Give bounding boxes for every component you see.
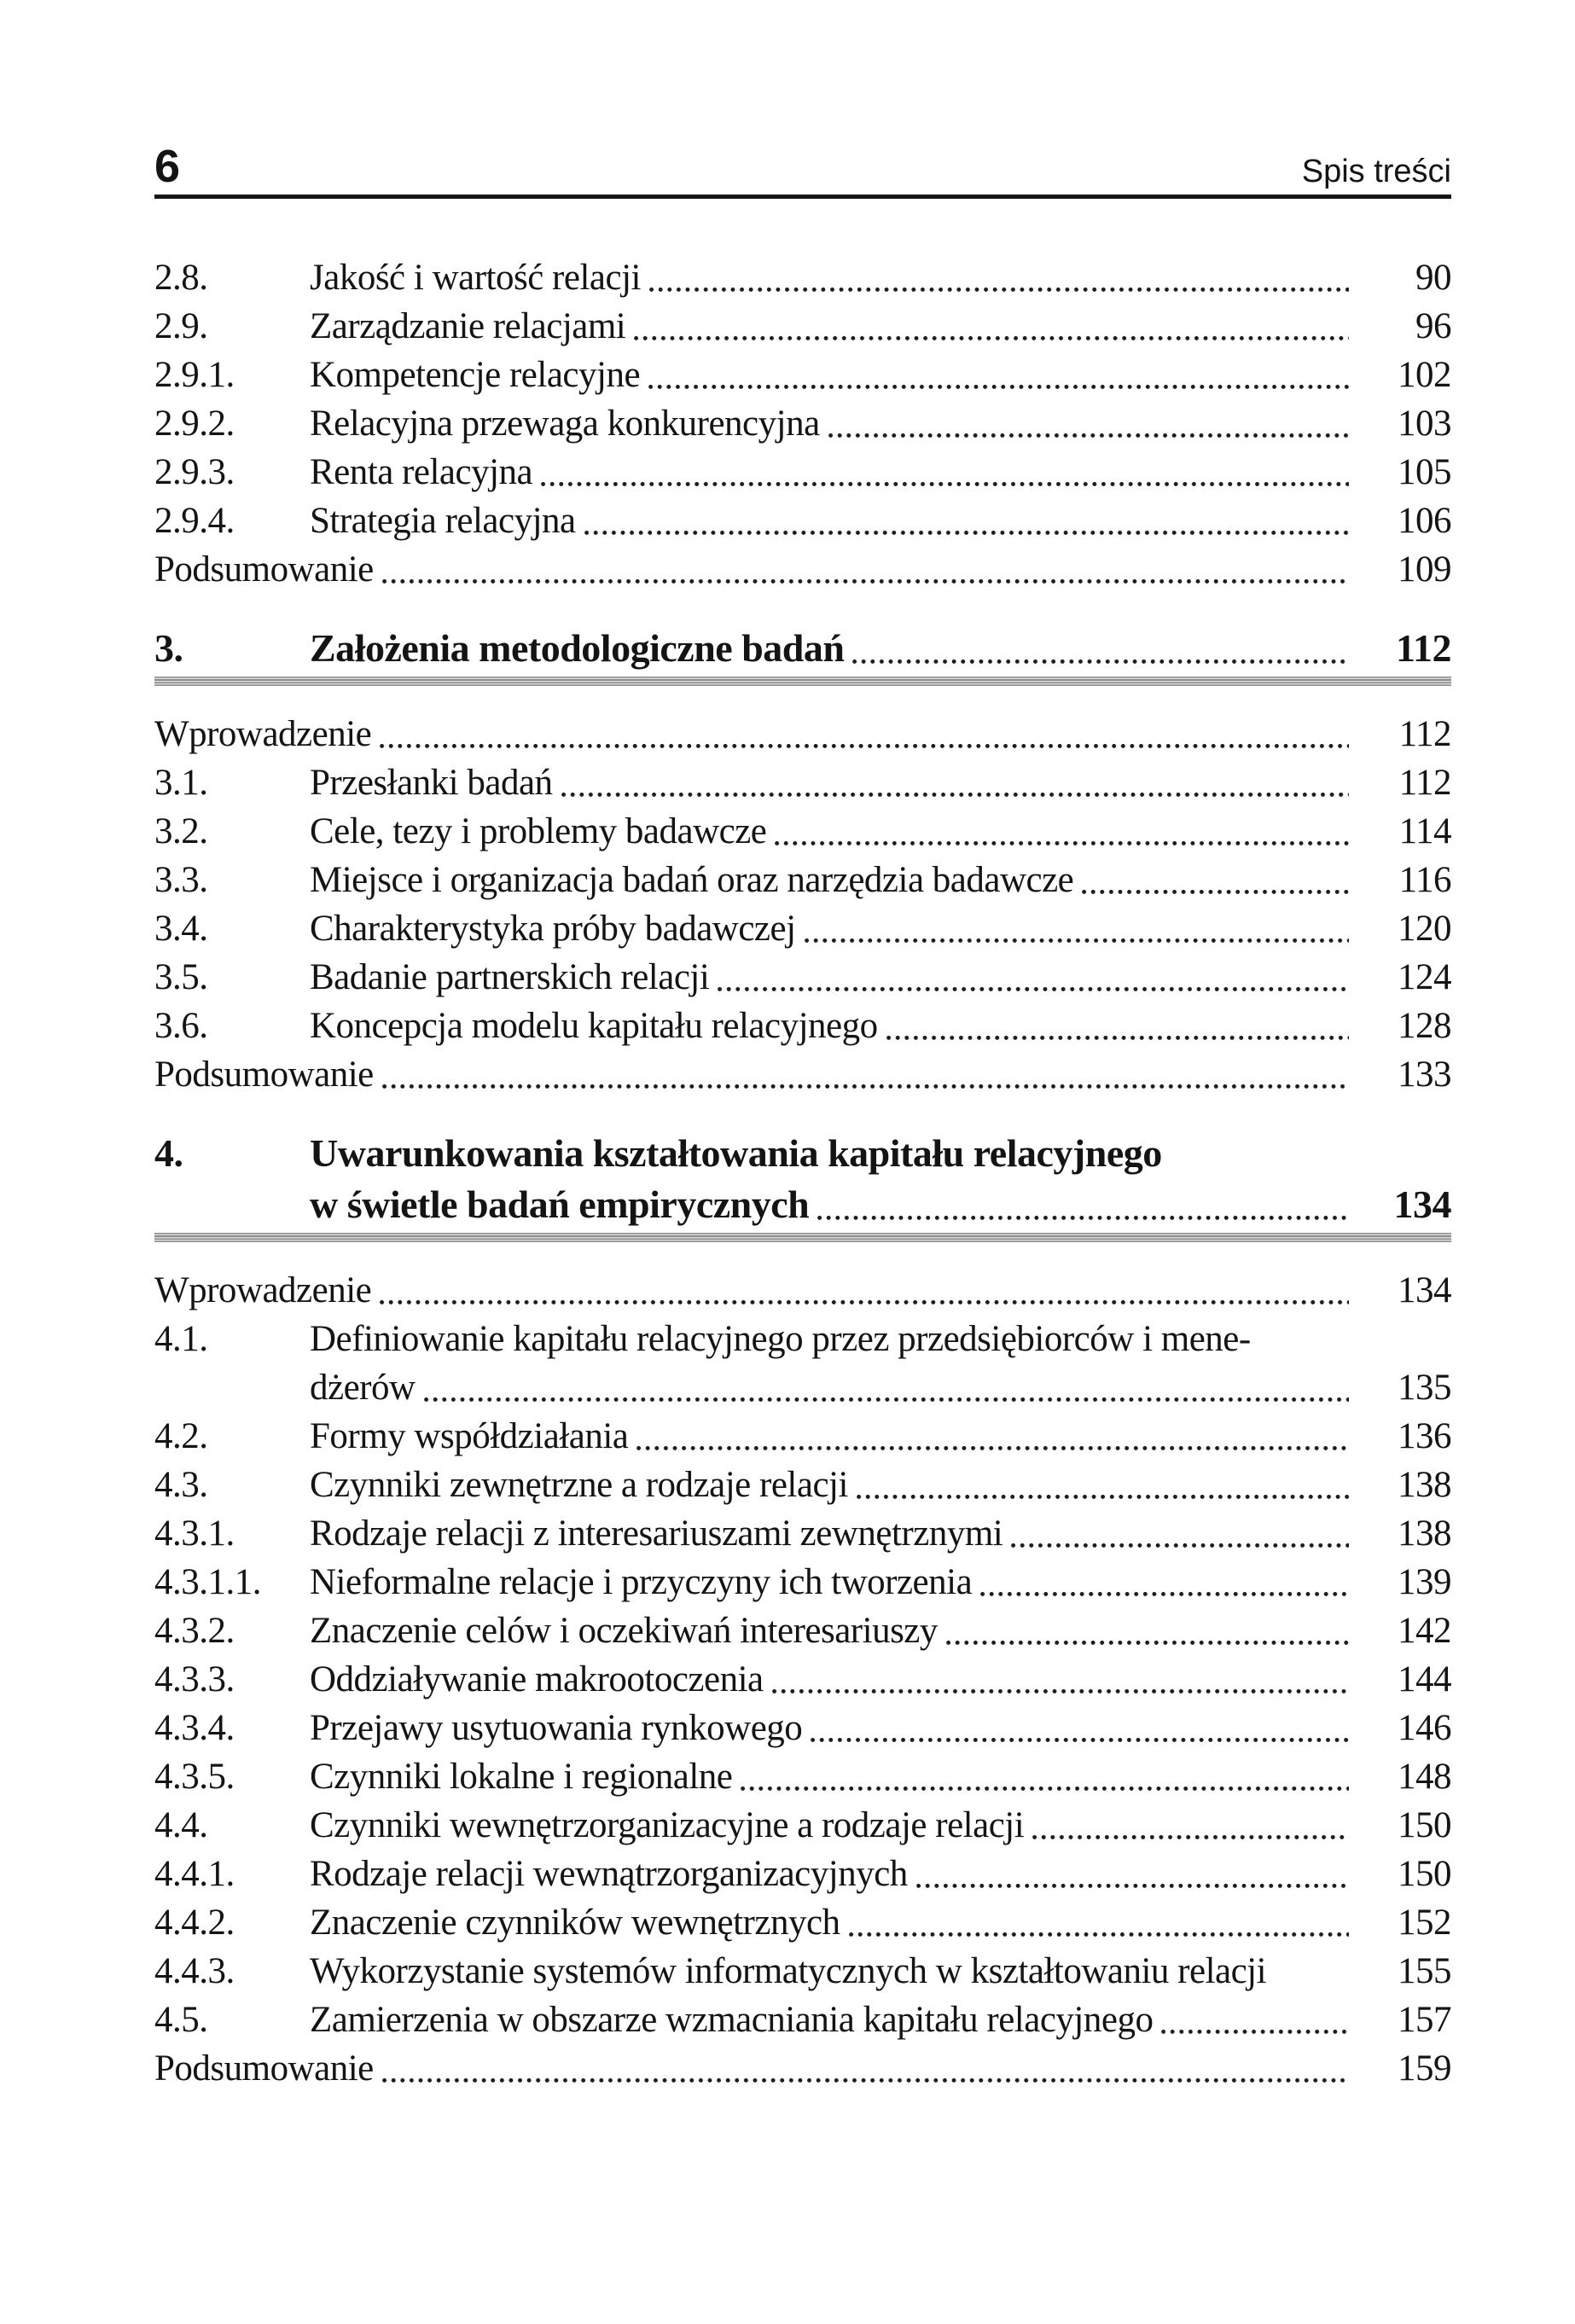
entry-page-number: 134 [1393,1182,1451,1226]
dot-leader [718,986,1349,993]
dot-leader [424,1397,1349,1403]
entry-title: Cele, tezy i problemy badawcze [310,811,767,851]
entry-title: Miejsce i organizacja badań oraz narzędzia badawcze [310,860,1074,900]
dot-leader [380,743,1349,750]
toc-entry-row [154,1606,1451,1655]
entry-number: 4.3.1.1. [154,1562,261,1602]
entry-page-number: 148 [1398,1757,1451,1797]
dot-leader [636,1445,1349,1452]
entry-page-number: 155 [1398,1951,1451,1991]
entry-page-number: 157 [1398,2000,1451,2040]
entry-title: Znaczenie celów i oczekiwań interesariuszy [310,1611,938,1651]
entry-number: 4.3.3. [154,1659,235,1699]
section-title: Uwarunkowania kształtowania kapitału relacyjnego [310,1131,1162,1175]
toc-entry-row [154,1315,1451,1363]
entry-page-number: 133 [1398,1055,1451,1095]
entry-number: 2.9. [154,306,208,346]
entry-page-number: 135 [1398,1368,1451,1408]
page-number: 6 [154,141,181,192]
entry-page-number: 134 [1398,1270,1451,1310]
entry-title: Podsumowanie [154,549,374,590]
dot-leader [811,1737,1349,1744]
entry-page-number: 112 [1398,763,1451,803]
entry-page-number: 96 [1415,306,1451,346]
toc-entry-row [154,2044,1451,2093]
entry-title: Wprowadzenie [154,714,372,754]
entry-number: 3.4. [154,909,208,949]
toc-entry-row [154,1801,1451,1850]
entry-title: Podsumowanie [154,2048,374,2089]
toc-section-row [154,1179,1451,1230]
toc-entry-row [154,904,1451,953]
line-filler [1165,1172,1448,1179]
dot-leader [886,1035,1349,1042]
dot-leader [849,1932,1349,1938]
entry-number: 4.4.1. [154,1854,235,1894]
entry-title: Wykorzystanie systemów informatycznych w kształtowaniu relacji [310,1951,1267,1991]
entry-title: Kompetencje relacyjne [310,355,641,395]
toc-entry-row [154,545,1451,594]
dot-leader [1161,2029,1349,2036]
entry-title: Oddziaływanie makrootoczenia [310,1659,764,1699]
entry-page-number: 138 [1398,1514,1451,1554]
entry-number: 3.6. [154,1006,208,1046]
page-header [154,0,1451,199]
toc-entry-row [154,1996,1451,2044]
section-divider [154,1233,1451,1242]
toc-section-row [154,623,1451,674]
dot-leader [1032,1834,1349,1841]
toc-entry-row [154,1363,1451,1412]
dot-leader [1011,1543,1349,1549]
entry-number: 3.2. [154,811,208,851]
entry-title: Strategia relacyjna [310,501,576,541]
entry-number: 3.3. [154,860,208,900]
entry-number: 2.8. [154,258,208,298]
page-content [154,0,1451,2093]
entry-title: Relacyjna przewaga konkurencyjna [310,404,820,444]
dot-leader [541,481,1349,488]
entry-page-number: 150 [1398,1854,1451,1894]
entry-page-number: 112 [1396,626,1451,670]
toc-entry-row [154,1947,1451,1996]
entry-number: 4.3.2. [154,1611,235,1651]
entry-title: Przejawy usytuowania rynkowego [310,1708,803,1748]
toc-entry-row [154,758,1451,807]
dot-leader [380,1299,1349,1306]
entry-page-number: 90 [1415,258,1451,298]
toc-entry-row [154,399,1451,448]
dot-leader [828,433,1349,439]
dot-leader [382,578,1349,585]
toc-entry-row [154,351,1451,399]
toc-entry-row [154,1050,1451,1099]
entry-page-number: 139 [1398,1562,1451,1602]
entry-page-number: 138 [1398,1465,1451,1505]
entry-title: Nieformalne relacje i przyczyny ich tworzenia [310,1562,973,1602]
toc-entry-row [154,253,1451,302]
dot-leader [634,335,1349,342]
entry-title: Definiowanie kapitału relacyjnego przez przedsiębiorców i mene- [310,1319,1251,1359]
dot-leader [584,530,1349,537]
entry-title: Rodzaje relacji z interesariuszami zewnętrznymi [310,1514,1003,1554]
entry-title: Czynniki wewnętrzorganizacyjne a rodzaje relacji [310,1805,1025,1845]
dot-leader [817,1215,1349,1222]
entry-number: 4.4. [154,1805,208,1845]
running-head-title: Spis treści [1301,154,1451,189]
line-filler [1254,1357,1448,1363]
entry-page-number: 103 [1398,404,1451,444]
toc-entry-row [154,807,1451,856]
entry-page-number: 102 [1398,355,1451,395]
toc-entry-row [154,448,1451,497]
entry-number: 4.3. [154,1465,208,1505]
dot-leader [857,1494,1349,1501]
section-divider [154,677,1451,686]
entry-title: Formy współdziałania [310,1416,629,1456]
entry-number: 4.5. [154,2000,208,2040]
entry-title: Charakterystyka próby badawczej [310,909,796,949]
toc-entry-row [154,497,1451,545]
dot-leader [852,659,1349,665]
dot-leader [946,1640,1349,1647]
toc-entry-row [154,710,1451,758]
dot-leader [561,792,1349,799]
entry-number: 4.3.1. [154,1514,235,1554]
entry-number: 2.9.2. [154,404,235,444]
section-title: Założenia metodologiczne badań [310,626,845,670]
entry-page-number: 112 [1398,714,1451,754]
entry-number: 3.5. [154,957,208,997]
dot-leader [649,287,1349,293]
entry-number: 4.4.3. [154,1951,235,1991]
entry-page-number: 144 [1398,1659,1451,1699]
toc-section-row [154,1128,1451,1179]
dot-leader [772,1688,1349,1695]
entry-title: Znaczenie czynników wewnętrznych [310,1903,840,1943]
toc-entry-row [154,1558,1451,1606]
toc-entry-row [154,1461,1451,1509]
entry-page-number: 146 [1398,1708,1451,1748]
toc-entry-row [154,1266,1451,1315]
entry-page-number: 150 [1398,1805,1451,1845]
entry-number: 4.2. [154,1416,208,1456]
toc-entry-row [154,953,1451,1002]
dot-leader [980,1591,1349,1598]
dot-leader [382,1084,1349,1090]
toc-entry-row [154,1898,1451,1947]
dot-leader [1082,889,1349,896]
entry-number: 2.9.4. [154,501,235,541]
entry-number: 4.3.5. [154,1757,235,1797]
section-number: 3. [154,626,183,670]
entry-number: 3.1. [154,763,208,803]
entry-title: Przesłanki badań [310,763,553,803]
toc-entry-row [154,1655,1451,1704]
section-number: 4. [154,1131,183,1175]
entry-title: Renta relacyjna [310,452,533,492]
entry-title: Czynniki zewnętrzne a rodzaje relacji [310,1465,848,1505]
toc-entry-row [154,856,1451,904]
section-title: w świetle badań empirycznych [310,1182,810,1226]
entry-page-number: 116 [1398,860,1451,900]
leader-gap [1270,1989,1352,1996]
entry-number: 2.9.1. [154,355,235,395]
entry-page-number: 152 [1398,1903,1451,1943]
entry-page-number: 124 [1398,957,1451,997]
toc-entry-row [154,1752,1451,1801]
dot-leader [741,1786,1349,1792]
entry-title: Zarządzanie relacjami [310,306,626,346]
entry-page-number: 109 [1398,549,1451,590]
toc-entry-row [154,1509,1451,1558]
entry-title: Wprowadzenie [154,1270,372,1310]
toc-entry-row [154,302,1451,351]
entry-page-number: 106 [1398,501,1451,541]
toc-list [154,253,1451,2093]
entry-title: Jakość i wartość relacji [310,258,641,298]
entry-page-number: 114 [1398,811,1451,851]
entry-number: 4.1. [154,1319,208,1359]
entry-title: Podsumowanie [154,1055,374,1095]
entry-page-number: 142 [1398,1611,1451,1651]
dot-leader [382,2077,1349,2084]
entry-page-number: 159 [1398,2048,1451,2089]
dot-leader [805,938,1349,944]
toc-entry-row [154,1002,1451,1050]
entry-page-number: 128 [1398,1006,1451,1046]
toc-entry-row [154,1412,1451,1461]
entry-title: Rodzaje relacji wewnątrzorganizacyjnych [310,1854,908,1894]
entry-page-number: 105 [1398,452,1451,492]
dot-leader [916,1883,1349,1890]
entry-title: Koncepcja modelu kapitału relacyjnego [310,1006,878,1046]
entry-title: Czynniki lokalne i regionalne [310,1757,733,1797]
toc-entry-row [154,1850,1451,1898]
toc-entry-row [154,1704,1451,1752]
entry-number: 4.3.4. [154,1708,235,1748]
entry-title: Zamierzenia w obszarze wzmacniania kapitału relacyjnego [310,2000,1154,2040]
entry-title: Badanie partnerskich relacji [310,957,710,997]
entry-page-number: 136 [1398,1416,1451,1456]
dot-leader [775,840,1349,847]
entry-number: 2.9.3. [154,452,235,492]
dot-leader [648,384,1349,391]
entry-title: dżerów [310,1368,416,1408]
entry-number: 4.4.2. [154,1903,235,1943]
entry-page-number: 120 [1398,909,1451,949]
